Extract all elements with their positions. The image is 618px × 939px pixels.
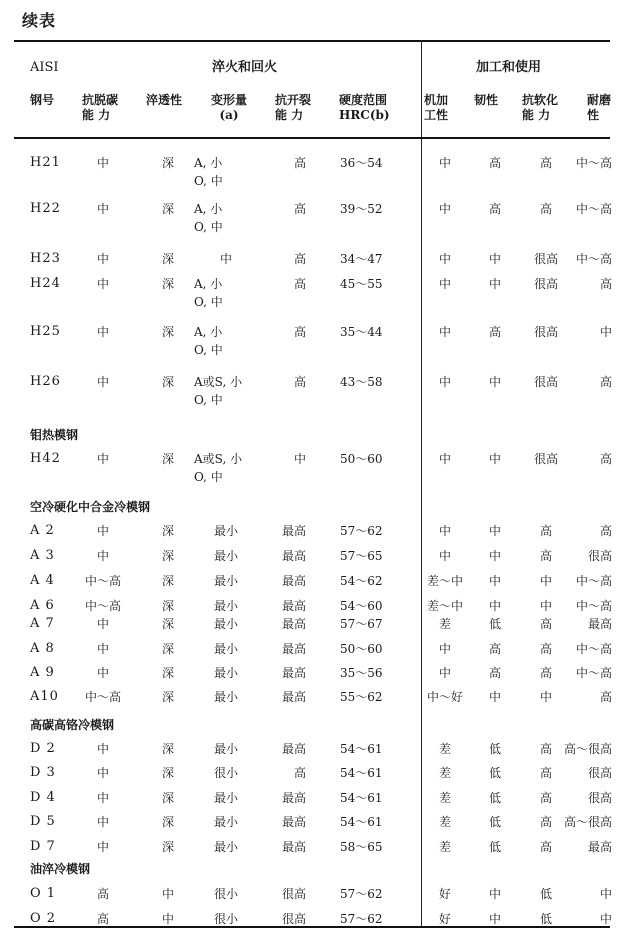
cell-hrc: 54～61 — [340, 815, 383, 829]
cell-decarb: 中～高 — [84, 574, 122, 588]
header-aisi: AISI — [30, 60, 59, 75]
header-decarb: 抗脱碳 能 力 — [82, 93, 119, 122]
header-softening: 抗软化 能 力 — [522, 93, 559, 122]
cell-decarb: 中 — [96, 375, 110, 389]
cell-soften: 高 — [539, 815, 553, 829]
cell-tough: 中 — [488, 277, 502, 291]
cell-harden: 深 — [161, 791, 175, 805]
cell-soften: 很高 — [533, 325, 559, 339]
cell-decarb: 中～高 — [84, 690, 122, 704]
cell-id: D 7 — [30, 839, 56, 854]
cell-tough: 低 — [488, 617, 502, 631]
cell-wear: 最高 — [587, 617, 612, 631]
cell-distort: 最小 — [213, 840, 239, 854]
cell-machin: 差 — [438, 766, 452, 780]
cell-decarb: 中 — [96, 524, 110, 538]
cell-crack: 最高 — [281, 524, 306, 538]
cell-decarb: 中 — [96, 617, 110, 631]
cell-tough: 中 — [488, 252, 502, 266]
cell-tough: 低 — [488, 815, 502, 829]
cell-hrc: 54～60 — [340, 599, 383, 613]
cell-soften: 高 — [539, 742, 553, 756]
cell-crack: 高 — [293, 156, 306, 170]
cell-tough: 高 — [488, 642, 502, 656]
cell-machin: 中 — [438, 666, 452, 680]
cell-wear: 高 — [599, 452, 612, 466]
cell-distort: A, 小 O, 中 — [194, 277, 223, 309]
cell-id: H26 — [30, 374, 61, 389]
bottom-rule — [14, 926, 610, 928]
cell-hrc: 43～58 — [340, 375, 383, 389]
cell-hrc: 57～62 — [340, 912, 383, 926]
cell-distort: A, 小 O, 中 — [194, 202, 223, 234]
cell-harden: 深 — [161, 617, 175, 631]
cell-decarb: 高 — [96, 887, 110, 901]
cell-crack: 很高 — [281, 887, 306, 901]
cell-tough: 中 — [488, 574, 502, 588]
cell-decarb: 中 — [96, 252, 110, 266]
cell-wear: 中～高 — [575, 599, 612, 613]
cell-hrc: 39～52 — [340, 202, 383, 216]
cell-tough: 中 — [488, 599, 502, 613]
cell-tough: 中 — [488, 887, 502, 901]
cell-crack: 最高 — [281, 690, 306, 704]
cell-machin: 差～中 — [426, 574, 464, 588]
cell-hrc: 34～47 — [340, 252, 383, 266]
cell-machin: 中 — [438, 452, 452, 466]
cell-distort: A, 小 O, 中 — [194, 325, 223, 357]
header-wear: 耐磨 性 — [587, 93, 612, 122]
cell-hrc: 54～62 — [340, 574, 383, 588]
cell-distort: 很小 — [213, 887, 239, 901]
cell-decarb: 中 — [96, 277, 110, 291]
column-divider — [421, 40, 422, 928]
cell-harden: 深 — [161, 549, 175, 563]
cell-wear: 高 — [599, 375, 612, 389]
cell-distort: 很小 — [213, 912, 239, 926]
cell-soften: 中 — [539, 574, 553, 588]
cell-distort: 最小 — [213, 524, 239, 538]
top-rule — [14, 40, 610, 42]
cell-wear: 很高 — [587, 791, 612, 805]
cell-id: H42 — [30, 451, 61, 466]
cell-soften: 低 — [539, 912, 553, 926]
cell-wear: 很高 — [587, 549, 612, 563]
cell-distort: 最小 — [213, 549, 239, 563]
cell-harden: 深 — [161, 642, 175, 656]
cell-harden: 深 — [161, 742, 175, 756]
section-heading: 油淬冷模钢 — [30, 862, 91, 876]
cell-crack: 高 — [293, 766, 306, 780]
cell-tough: 高 — [488, 202, 502, 216]
cell-tough: 中 — [488, 524, 502, 538]
cell-id: H21 — [30, 155, 61, 170]
cell-soften: 高 — [539, 202, 553, 216]
cell-hrc: 50～60 — [340, 642, 383, 656]
cell-soften: 高 — [539, 666, 553, 680]
cell-distort: 最小 — [213, 742, 239, 756]
cell-soften: 高 — [539, 156, 553, 170]
cell-crack: 最高 — [281, 666, 306, 680]
cell-wear: 中～高 — [575, 202, 612, 216]
cell-soften: 很高 — [533, 252, 559, 266]
cell-machin: 差 — [438, 617, 452, 631]
header-crack: 抗开裂 能 力 — [275, 93, 312, 122]
cell-id: A 4 — [30, 573, 55, 588]
cell-decarb: 中 — [96, 791, 110, 805]
cell-decarb: 中 — [96, 766, 110, 780]
cell-hrc: 45～55 — [340, 277, 383, 291]
cell-harden: 深 — [161, 156, 175, 170]
cell-soften: 中 — [539, 690, 553, 704]
cell-hrc: 35～56 — [340, 666, 383, 680]
cell-machin: 中 — [438, 524, 452, 538]
cell-harden: 深 — [161, 840, 175, 854]
cell-id: A 7 — [30, 616, 55, 631]
cell-distort: 最小 — [213, 617, 239, 631]
cell-crack: 最高 — [281, 599, 306, 613]
cell-hrc: 54～61 — [340, 742, 383, 756]
cell-wear: 很高 — [587, 766, 612, 780]
section-heading: 空冷硬化中合金冷模钢 — [30, 500, 151, 514]
cell-wear: 高 — [599, 690, 612, 704]
cell-soften: 低 — [539, 887, 553, 901]
cell-soften: 高 — [539, 791, 553, 805]
cell-decarb: 中 — [96, 642, 110, 656]
cell-soften: 高 — [539, 766, 553, 780]
cell-id: A 2 — [30, 523, 55, 538]
cell-id: O 1 — [30, 886, 57, 901]
cell-soften: 高 — [539, 840, 553, 854]
cell-decarb: 高 — [96, 912, 110, 926]
cell-machin: 好 — [438, 887, 452, 901]
header-grade: 钢号 — [30, 93, 55, 107]
cell-decarb: 中 — [96, 156, 110, 170]
cell-distort: A或S, 小 O, 中 — [194, 452, 243, 484]
header-rule — [14, 137, 610, 139]
cell-tough: 中 — [488, 690, 502, 704]
cell-id: A10 — [30, 689, 59, 704]
cell-crack: 高 — [293, 375, 306, 389]
cell-machin: 好 — [438, 912, 452, 926]
cell-hrc: 50～60 — [340, 452, 383, 466]
cell-harden: 深 — [161, 599, 175, 613]
cell-id: O 2 — [30, 911, 57, 926]
cell-id: H24 — [30, 276, 61, 291]
cell-crack: 最高 — [281, 791, 306, 805]
cell-crack: 最高 — [281, 574, 306, 588]
cell-id: A 8 — [30, 641, 55, 656]
cell-soften: 高 — [539, 617, 553, 631]
cell-id: A 6 — [30, 598, 55, 613]
cell-hrc: 55～62 — [340, 690, 383, 704]
cell-id: D 4 — [30, 790, 56, 805]
cell-crack: 最高 — [281, 617, 306, 631]
cell-wear: 中～高 — [575, 156, 612, 170]
cell-tough: 中 — [488, 452, 502, 466]
cell-wear: 高 — [599, 524, 612, 538]
cell-machin: 差～中 — [426, 599, 464, 613]
cell-harden: 中 — [161, 887, 175, 901]
cell-machin: 中 — [438, 277, 452, 291]
cell-hrc: 57～62 — [340, 524, 383, 538]
cell-hrc: 54～61 — [340, 766, 383, 780]
cell-id: D 5 — [30, 814, 56, 829]
cell-crack: 高 — [293, 277, 306, 291]
cell-crack: 最高 — [281, 815, 306, 829]
cell-distort: 最小 — [213, 574, 239, 588]
cell-tough: 高 — [488, 156, 502, 170]
cell-crack: 最高 — [281, 549, 306, 563]
cell-harden: 深 — [161, 574, 175, 588]
cell-id: D 3 — [30, 765, 56, 780]
cell-tough: 中 — [488, 549, 502, 563]
cell-hrc: 54～61 — [340, 791, 383, 805]
cell-harden: 深 — [161, 325, 175, 339]
cell-machin: 中 — [438, 252, 452, 266]
cell-decarb: 中 — [96, 666, 110, 680]
cell-decarb: 中 — [96, 815, 110, 829]
cell-soften: 很高 — [533, 452, 559, 466]
header-hrc: 硬度范围 HRC(b) — [339, 93, 390, 122]
cell-soften: 中 — [539, 599, 553, 613]
cell-harden: 深 — [161, 202, 175, 216]
cell-distort: 最小 — [213, 599, 239, 613]
cell-id: A 3 — [30, 548, 55, 563]
cell-wear: 中～高 — [575, 574, 612, 588]
page-title: 续表 — [22, 11, 57, 30]
cell-hrc: 57～62 — [340, 887, 383, 901]
cell-tough: 低 — [488, 840, 502, 854]
header-group-quench: 淬火和回火 — [212, 60, 278, 75]
cell-wear: 中 — [599, 325, 612, 339]
section-heading: 高碳高铬冷模钢 — [30, 718, 115, 732]
cell-tough: 低 — [488, 791, 502, 805]
cell-id: H22 — [30, 201, 61, 216]
cell-machin: 中 — [438, 642, 452, 656]
cell-soften: 高 — [539, 549, 553, 563]
header-group-process: 加工和使用 — [476, 60, 542, 75]
cell-distort: 很小 — [213, 766, 239, 780]
cell-hrc: 58～65 — [340, 840, 383, 854]
cell-tough: 低 — [488, 766, 502, 780]
cell-hrc: 36～54 — [340, 156, 383, 170]
cell-decarb: 中～高 — [84, 599, 122, 613]
cell-id: D 2 — [30, 741, 56, 756]
cell-distort: 中 — [219, 252, 233, 266]
cell-harden: 深 — [161, 375, 175, 389]
cell-crack: 很高 — [281, 912, 306, 926]
cell-distort: 最小 — [213, 666, 239, 680]
cell-hrc: 57～65 — [340, 549, 383, 563]
cell-distort: 最小 — [213, 690, 239, 704]
section-heading: 钼热模钢 — [30, 428, 79, 442]
cell-machin: 中 — [438, 202, 452, 216]
cell-distort: A, 小 O, 中 — [194, 156, 223, 188]
cell-tough: 中 — [488, 375, 502, 389]
cell-decarb: 中 — [96, 202, 110, 216]
cell-harden: 深 — [161, 815, 175, 829]
cell-decarb: 中 — [96, 325, 110, 339]
cell-harden: 深 — [161, 666, 175, 680]
cell-harden: 中 — [161, 912, 175, 926]
cell-machin: 差 — [438, 742, 452, 756]
cell-wear: 中 — [599, 912, 612, 926]
cell-crack: 高 — [293, 252, 306, 266]
cell-id: A 9 — [30, 665, 55, 680]
cell-crack: 高 — [293, 202, 306, 216]
cell-hrc: 57～67 — [340, 617, 383, 631]
cell-wear: 高～很高 — [563, 815, 612, 829]
cell-wear: 中 — [599, 887, 612, 901]
cell-crack: 最高 — [281, 642, 306, 656]
cell-machin: 中～好 — [426, 690, 464, 704]
cell-distort: 最小 — [213, 815, 239, 829]
cell-id: H23 — [30, 251, 61, 266]
cell-machin: 中 — [438, 549, 452, 563]
cell-crack: 中 — [293, 452, 306, 466]
cell-distort: 最小 — [213, 791, 239, 805]
header-distortion: 变形量 (a) — [211, 93, 248, 122]
cell-wear: 高～很高 — [563, 742, 612, 756]
cell-wear: 中～高 — [575, 252, 612, 266]
header-machinability: 机加 工性 — [424, 93, 449, 122]
cell-crack: 最高 — [281, 840, 306, 854]
cell-harden: 深 — [161, 766, 175, 780]
cell-tough: 高 — [488, 666, 502, 680]
cell-wear: 中～高 — [575, 666, 612, 680]
cell-decarb: 中 — [96, 452, 110, 466]
cell-harden: 深 — [161, 452, 175, 466]
cell-harden: 深 — [161, 277, 175, 291]
cell-distort: A或S, 小 O, 中 — [194, 375, 243, 407]
cell-wear: 中～高 — [575, 642, 612, 656]
cell-harden: 深 — [161, 690, 175, 704]
cell-machin: 差 — [438, 840, 452, 854]
cell-harden: 深 — [161, 252, 175, 266]
cell-distort: 最小 — [213, 642, 239, 656]
cell-harden: 深 — [161, 524, 175, 538]
cell-decarb: 中 — [96, 840, 110, 854]
cell-machin: 差 — [438, 791, 452, 805]
cell-machin: 中 — [438, 156, 452, 170]
cell-tough: 中 — [488, 912, 502, 926]
header-hardenability: 淬透性 — [146, 93, 183, 107]
cell-machin: 中 — [438, 375, 452, 389]
header-toughness: 韧性 — [474, 93, 499, 107]
cell-crack: 高 — [293, 325, 306, 339]
cell-decarb: 中 — [96, 549, 110, 563]
cell-soften: 很高 — [533, 375, 559, 389]
cell-wear: 高 — [599, 277, 612, 291]
cell-hrc: 35～44 — [340, 325, 383, 339]
cell-wear: 最高 — [587, 840, 612, 854]
cell-soften: 很高 — [533, 277, 559, 291]
cell-soften: 高 — [539, 642, 553, 656]
cell-id: H25 — [30, 324, 61, 339]
cell-soften: 高 — [539, 524, 553, 538]
cell-tough: 高 — [488, 325, 502, 339]
cell-machin: 差 — [438, 815, 452, 829]
cell-machin: 中 — [438, 325, 452, 339]
cell-decarb: 中 — [96, 742, 110, 756]
cell-crack: 最高 — [281, 742, 306, 756]
cell-tough: 低 — [488, 742, 502, 756]
